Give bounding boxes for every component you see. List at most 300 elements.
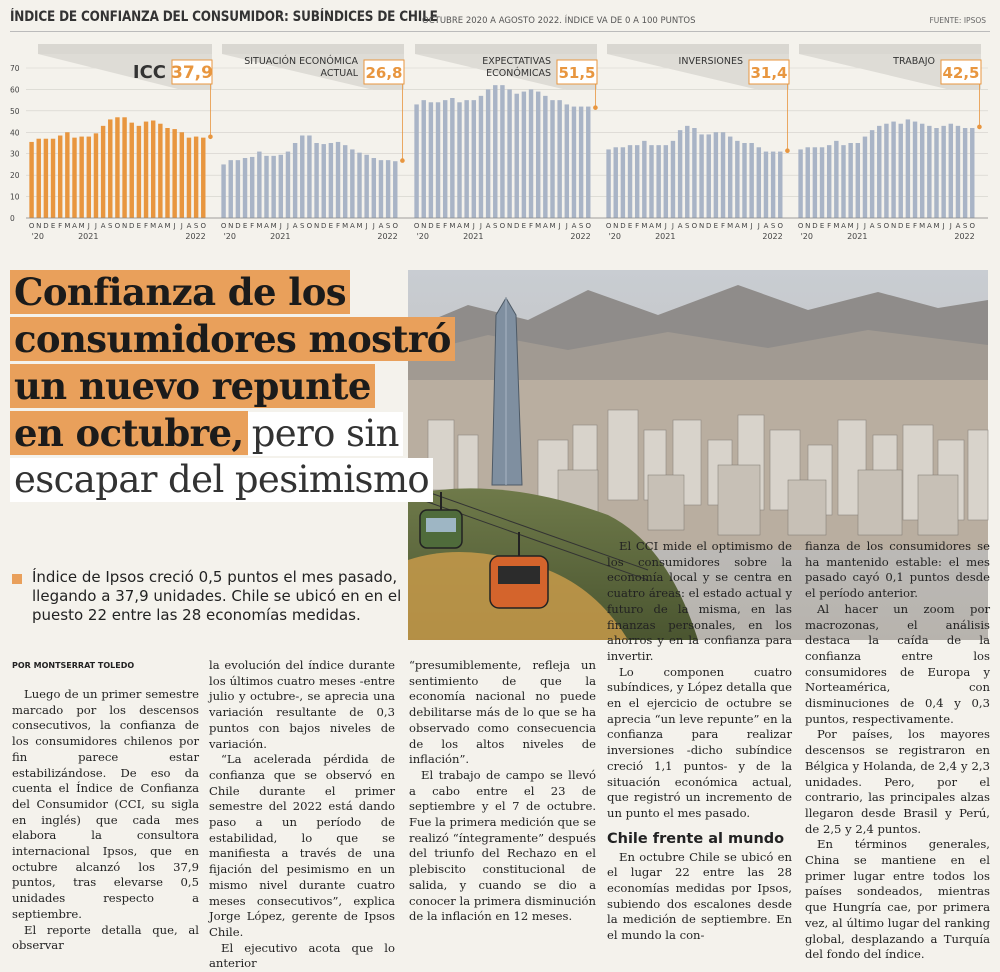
x-tick-label: M: [270, 222, 277, 230]
paragraph: El trabajo de campo se llevó a cabo entre el 23 de septiembre y el 7 de octubre. Fue la primera medición que se realizó “íntegramente” después del triunfo del Rechazo en el plebiscito constitucional de salida, y cuando se dio a conocer la primera disminución de la inflación en 12 meses.: [409, 767, 596, 924]
x-tick-label: M: [833, 222, 840, 230]
graphic-title: ÍNDICE DE CONFIANZA DEL CONSUMIDOR: SUBÍNDICES DE CHILE: [10, 9, 438, 25]
y-tick-label: 50: [10, 106, 20, 116]
x-tick-label: A: [926, 222, 932, 230]
bar: [137, 126, 141, 218]
x-tick-label: E: [521, 222, 527, 230]
graphic-header: [10, 9, 990, 31]
bar: [236, 160, 240, 218]
article-column-4: [607, 539, 792, 944]
x-tick-label: A: [157, 222, 163, 230]
bar: [656, 145, 660, 218]
headline-light-tail: pero sin: [248, 412, 403, 456]
bar: [515, 94, 519, 218]
year-label: '20: [416, 232, 429, 241]
bar: [122, 117, 126, 218]
x-tick-label: O: [797, 222, 804, 230]
x-tick-label: D: [620, 222, 626, 230]
paragraph: Por países, los mayores descensos se registraron en Bélgica y Holanda, de 2,4 y 2,3 unidades. Pero, por el contrario, las principales alzas llegaron desde Brasil y Perú, de 2,5 y 2,4 puntos.: [805, 727, 990, 836]
bar: [29, 142, 33, 218]
bar: [493, 85, 497, 218]
x-tick-label: J: [856, 222, 859, 230]
bar: [72, 138, 76, 218]
bar: [151, 121, 155, 219]
byline: POR MONTSERRAT TOLEDO: [12, 661, 135, 670]
bar: [51, 139, 55, 218]
x-tick-label: S: [770, 222, 776, 230]
bar: [350, 149, 354, 218]
x-tick-label: J: [286, 222, 290, 230]
bar: [685, 126, 689, 218]
x-tick-label: J: [671, 222, 675, 230]
x-tick-label: N: [313, 222, 320, 230]
x-tick-label: F: [721, 222, 726, 230]
x-tick-label: O: [413, 222, 420, 230]
x-tick-label: A: [677, 222, 683, 230]
y-tick-label: 20: [10, 171, 20, 181]
bar: [963, 128, 967, 218]
x-tick-label: J: [180, 222, 183, 230]
year-label: 2022: [762, 232, 783, 241]
x-tick-label: D: [321, 222, 327, 230]
headline: [10, 270, 460, 505]
year-label: '20: [31, 232, 44, 241]
x-tick-label: D: [129, 222, 135, 230]
bar: [714, 132, 718, 218]
x-tick-label: A: [542, 222, 548, 230]
bar: [671, 141, 675, 218]
x-tick-label: D: [514, 222, 520, 230]
paragraph: “presumiblemente, refleja un sentimiento de que la economía nacional no puede debilitarse más de lo que se ha observado como consecuencia de los altos niveles de inflación”.: [409, 658, 596, 767]
x-tick-label: E: [50, 222, 56, 230]
bar: [678, 130, 682, 218]
year-label: 2021: [655, 232, 676, 241]
x-tick-label: O: [392, 222, 399, 230]
x-tick-label: M: [933, 222, 940, 230]
bar: [606, 149, 610, 218]
bar: [891, 122, 895, 218]
bar: [165, 128, 169, 218]
y-tick-label: 0: [10, 214, 15, 223]
x-tick-label: S: [578, 222, 584, 230]
bar: [422, 100, 426, 218]
summary-text: Índice de Ipsos creció 0,5 puntos el mes pasado, llegando a 37,9 unidades. Chile se ubicó en en el puesto 22 entre las 28 economías medidas.: [32, 568, 402, 624]
x-tick-label: M: [449, 222, 456, 230]
x-tick-label: N: [228, 222, 234, 230]
x-tick-label: J: [472, 222, 475, 230]
bar: [286, 152, 290, 218]
bar: [628, 145, 632, 218]
paragraph: la evolución del índice durante los últimos cuatro meses -entre julio y octubre-, se aprecia una variación resultante de 0,3 puntos con bajos niveles de variación.: [209, 658, 395, 751]
x-tick-label: N: [805, 222, 811, 230]
bar: [201, 138, 205, 218]
bar: [221, 164, 225, 218]
bar: [906, 119, 910, 218]
headline-line-4: en octubre, pero sin: [10, 411, 460, 458]
x-tick-label: N: [121, 222, 128, 230]
year-label: 2022: [377, 232, 398, 241]
bar: [565, 104, 569, 218]
subheading: Chile frente al mundo: [607, 830, 785, 847]
paragraph: El CCI mide el optimismo de los consumidores sobre la economía local y se centra en cuatro áreas: el estado actual y futuro de la misma, en las finanzas personales, en los ahorros y en la confianza para invertir.: [607, 539, 792, 663]
bar: [507, 89, 511, 218]
bar: [329, 143, 333, 218]
article-column-1: [12, 687, 199, 954]
chart-title: TRABAJO: [893, 56, 935, 67]
x-tick-label: A: [292, 222, 298, 230]
headline-line-2: consumidores mostró: [10, 317, 460, 364]
x-tick-label: D: [898, 222, 904, 230]
bar: [486, 89, 490, 218]
bar: [130, 123, 134, 218]
year-label: '20: [608, 232, 621, 241]
bar: [742, 143, 746, 218]
bar: [257, 152, 261, 218]
x-tick-label: A: [649, 222, 654, 230]
bar: [108, 119, 112, 218]
year-label: 2021: [270, 232, 291, 241]
x-tick-label: E: [242, 222, 248, 230]
x-tick-label: M: [342, 222, 349, 230]
bar: [949, 124, 953, 218]
x-tick-label: E: [905, 222, 911, 230]
y-tick-label: 70: [10, 64, 20, 73]
bar: [884, 124, 888, 218]
bar: [500, 85, 504, 218]
bar: [115, 117, 119, 218]
x-tick-label: F: [827, 222, 832, 230]
bar: [579, 107, 583, 218]
x-tick-label: J: [94, 222, 98, 230]
graphic-source: FUENTE: IPSOS: [929, 16, 986, 25]
x-tick-label: A: [72, 222, 77, 230]
paragraph: Al hacer un zoom por macrozonas, el análisis destaca la caída de la confianza entre los consumidores de Europa y Norteamérica, con disminuciones de 0,4 y 0,3 puntos, respectivamente.: [805, 601, 990, 726]
bar: [271, 156, 275, 218]
x-tick-label: A: [100, 222, 106, 230]
year-label: 2021: [78, 232, 99, 241]
bar: [180, 132, 184, 218]
paragraph: Luego de un primer semestre marcado por los descensos consecutivos, la confianza de los consumidores chilenos por fin parece estar estabilizándose. De eso da cuenta el Índice de Confianza del Consumidor (CCI, su sigla en inglés) que cada mes elabora la consultora internacional Ipsos, que en octubre alcanzó los 37,9 puntos, tras elevarse 0,5 unidades respecto a septiembre.: [12, 687, 199, 921]
x-tick-label: M: [549, 222, 556, 230]
x-tick-label: J: [863, 222, 867, 230]
bar: [479, 96, 483, 218]
bar: [934, 128, 938, 218]
bar: [707, 134, 711, 218]
bar: [877, 126, 881, 218]
bar: [293, 143, 297, 218]
x-tick-label: O: [200, 222, 207, 230]
bar: [414, 104, 418, 218]
x-tick-label: M: [655, 222, 662, 230]
x-tick-label: E: [713, 222, 719, 230]
bar: [264, 156, 268, 218]
y-tick-label: 40: [10, 128, 20, 138]
bar: [635, 145, 639, 218]
latest-value-label: 37,9: [171, 63, 213, 83]
x-tick-label: O: [114, 222, 121, 230]
x-tick-label: D: [43, 222, 49, 230]
bar: [364, 155, 368, 218]
latest-value-label: 26,8: [365, 64, 403, 82]
bar: [472, 100, 476, 218]
x-tick-label: M: [919, 222, 926, 230]
x-tick-label: A: [349, 222, 355, 230]
x-tick-label: S: [685, 222, 690, 230]
bar: [614, 147, 618, 218]
chart-title: ACTUAL: [320, 68, 358, 79]
x-tick-label: S: [877, 222, 882, 230]
chart-tab: [799, 44, 981, 54]
year-label: 2022: [954, 232, 975, 241]
bar: [778, 152, 782, 218]
y-tick-label: 10: [10, 192, 20, 202]
bar: [450, 98, 454, 218]
latest-value-label: 31,4: [750, 64, 788, 82]
bar: [250, 157, 254, 218]
bar: [172, 129, 176, 218]
x-tick-label: A: [264, 222, 269, 230]
paragraph: fianza de los consumidores se ha mantenido estable: el mes pasado cayó 0,1 puntos desde el período anterior.: [805, 539, 990, 601]
bar: [357, 153, 361, 218]
x-tick-label: S: [108, 222, 113, 230]
bar: [834, 141, 838, 218]
paragraph: El ejecutivo acota que lo anterior: [209, 940, 395, 971]
chart-tab: [38, 44, 212, 54]
x-tick-label: M: [727, 222, 734, 230]
bar: [870, 130, 874, 218]
bar: [101, 126, 105, 218]
x-tick-label: F: [250, 222, 255, 230]
x-tick-label: A: [763, 222, 769, 230]
bar: [856, 143, 860, 218]
bar: [529, 89, 533, 218]
bar: [557, 100, 561, 218]
bar: [798, 149, 802, 218]
bar: [336, 142, 340, 218]
x-tick-label: M: [256, 222, 263, 230]
x-tick-label: M: [356, 222, 363, 230]
bar: [913, 122, 917, 218]
bar: [841, 145, 845, 218]
x-tick-label: A: [186, 222, 192, 230]
bar: [806, 147, 810, 218]
x-tick-label: M: [847, 222, 854, 230]
bar: [664, 145, 668, 218]
x-tick-label: J: [558, 222, 561, 230]
bar: [621, 147, 625, 218]
year-label: '20: [800, 232, 813, 241]
x-tick-label: D: [706, 222, 712, 230]
bar: [899, 124, 903, 218]
latest-point: [400, 158, 405, 163]
y-tick-label: 60: [10, 85, 20, 95]
x-tick-label: D: [812, 222, 818, 230]
bar: [764, 152, 768, 218]
bar: [735, 141, 739, 218]
bar: [300, 136, 304, 219]
x-tick-label: M: [463, 222, 470, 230]
bar: [757, 147, 761, 218]
bar: [436, 102, 440, 218]
x-tick-label: E: [819, 222, 825, 230]
x-tick-label: J: [279, 222, 282, 230]
x-tick-label: S: [385, 222, 391, 230]
x-tick-label: E: [627, 222, 633, 230]
x-tick-label: O: [28, 222, 35, 230]
headline-line-3: un nuevo repunte: [10, 364, 460, 411]
x-tick-label: D: [235, 222, 241, 230]
bullet-square-icon: [12, 574, 22, 584]
x-tick-label: O: [499, 222, 506, 230]
latest-value-label: 51,5: [558, 64, 596, 82]
bar: [920, 124, 924, 218]
bar: [343, 145, 347, 218]
bar: [543, 96, 547, 218]
bar: [692, 128, 696, 218]
year-label: 2021: [847, 232, 868, 241]
x-tick-label: J: [173, 222, 176, 230]
bar: [279, 155, 283, 218]
bar: [37, 139, 41, 218]
x-tick-label: M: [64, 222, 71, 230]
x-tick-label: A: [571, 222, 577, 230]
bar: [243, 158, 247, 218]
year-label: 2022: [570, 232, 591, 241]
bar: [464, 100, 468, 218]
bar: [65, 132, 69, 218]
x-tick-label: N: [613, 222, 619, 230]
bar: [749, 143, 753, 218]
bar: [144, 122, 148, 218]
bar: [386, 160, 390, 218]
x-tick-label: A: [485, 222, 491, 230]
chart-tab: [222, 44, 404, 54]
x-tick-label: M: [150, 222, 157, 230]
x-tick-label: E: [328, 222, 334, 230]
bar: [443, 100, 447, 218]
bar: [58, 136, 62, 219]
x-tick-label: J: [479, 222, 483, 230]
headline-line-5: escapar del pesimismo: [10, 458, 460, 505]
x-tick-label: O: [969, 222, 976, 230]
bar: [522, 92, 526, 218]
bar: [771, 152, 775, 218]
bar: [649, 145, 653, 218]
bar: [572, 107, 576, 218]
bar: [379, 160, 383, 218]
x-tick-label: N: [890, 222, 897, 230]
bar: [728, 137, 732, 218]
x-tick-label: O: [691, 222, 698, 230]
x-tick-label: M: [164, 222, 171, 230]
x-tick-label: A: [378, 222, 384, 230]
bar: [813, 147, 817, 218]
latest-point: [208, 134, 213, 139]
chart-title: ECONÓMICAS: [486, 68, 551, 79]
year-label: 2022: [185, 232, 206, 241]
year-label: 2021: [463, 232, 484, 241]
x-tick-label: F: [58, 222, 63, 230]
x-tick-label: F: [529, 222, 534, 230]
bar: [194, 137, 198, 218]
x-tick-label: J: [942, 222, 945, 230]
x-tick-label: F: [336, 222, 341, 230]
bar: [372, 158, 376, 218]
x-tick-label: D: [428, 222, 434, 230]
x-tick-label: A: [841, 222, 846, 230]
bar: [429, 102, 433, 218]
y-tick-label: 30: [10, 149, 20, 159]
chart-title: ICC: [132, 62, 166, 83]
x-tick-label: F: [144, 222, 149, 230]
x-tick-label: S: [962, 222, 968, 230]
paragraph: En octubre Chile se ubicó en el lugar 22 entre las 28 economías medidas por Ipsos, subiendo dos escalones desde la medición de septiembre. En el mundo la con-: [607, 849, 792, 943]
x-tick-label: M: [535, 222, 542, 230]
x-tick-label: S: [193, 222, 199, 230]
x-tick-label: O: [605, 222, 612, 230]
x-tick-label: J: [949, 222, 952, 230]
paragraph: En términos generales, China se mantiene en el primer lugar entre todos los países sondeados, mientras que Hungría cae, por primera vez, al último lugar del ranking global, desplazando a Turquía del fondo del índice.: [805, 837, 990, 962]
bar: [229, 160, 233, 218]
bar: [322, 144, 326, 218]
bar: [79, 137, 83, 218]
bar: [158, 124, 162, 218]
latest-point: [785, 148, 790, 153]
x-tick-label: J: [565, 222, 568, 230]
graphic-subtitle: OCTUBRE 2020 A AGOSTO 2022. ÍNDICE VA DE 0 A 100 PUNTOS: [422, 16, 696, 26]
x-tick-label: J: [372, 222, 375, 230]
bar: [87, 137, 91, 218]
x-tick-label: N: [698, 222, 705, 230]
article-column-3: [409, 658, 596, 925]
x-tick-label: O: [777, 222, 784, 230]
x-tick-label: M: [741, 222, 748, 230]
bar: [187, 138, 191, 218]
latest-point: [977, 125, 982, 130]
x-tick-label: J: [664, 222, 667, 230]
x-tick-label: A: [955, 222, 961, 230]
bar: [699, 134, 703, 218]
bar: [94, 133, 98, 218]
chart-title: SITUACIÓN ECONÓMICA: [244, 56, 358, 67]
bar: [827, 145, 831, 218]
bar: [44, 139, 48, 218]
summary-bullet: [12, 568, 402, 625]
bar: [941, 126, 945, 218]
x-tick-label: A: [734, 222, 740, 230]
paragraph: El reporte detalla que, al observar: [12, 922, 199, 953]
article-column-5: [805, 539, 990, 963]
latest-value-label: 42,5: [942, 64, 980, 82]
headline-line-1: Confianza de los: [10, 270, 460, 317]
x-tick-label: F: [913, 222, 918, 230]
bar: [457, 102, 461, 218]
x-tick-label: A: [457, 222, 462, 230]
bar: [314, 143, 318, 218]
x-tick-label: O: [220, 222, 227, 230]
paragraph: “La acelerada pérdida de confianza que se observó en Chile durante el primer semestre del 2022 está dando paso a un período de estabilidad, lo que se manifiesta a través de una fijación del pesimismo en un mismo nivel durante cuatro meses consecutivos”, explica Jorge López, gerente de Ipsos Chile.: [209, 752, 395, 939]
bar: [393, 161, 397, 218]
x-tick-label: F: [443, 222, 448, 230]
bar: [863, 137, 867, 218]
x-tick-label: S: [493, 222, 498, 230]
x-tick-label: N: [36, 222, 42, 230]
x-tick-label: N: [421, 222, 427, 230]
paragraph: Lo componen cuatro subíndices, y López detalla que en el ejercicio de octubre se aprecia “un leve repunte” en la confianza para realizar inversiones -dicho subíndice creció 1,1 puntos- y de la situación económica actual, que registró un incremento de un punto el mes pasado.: [607, 664, 792, 820]
subindex-charts: [0, 36, 1000, 251]
x-tick-label: O: [306, 222, 313, 230]
bar: [927, 126, 931, 218]
